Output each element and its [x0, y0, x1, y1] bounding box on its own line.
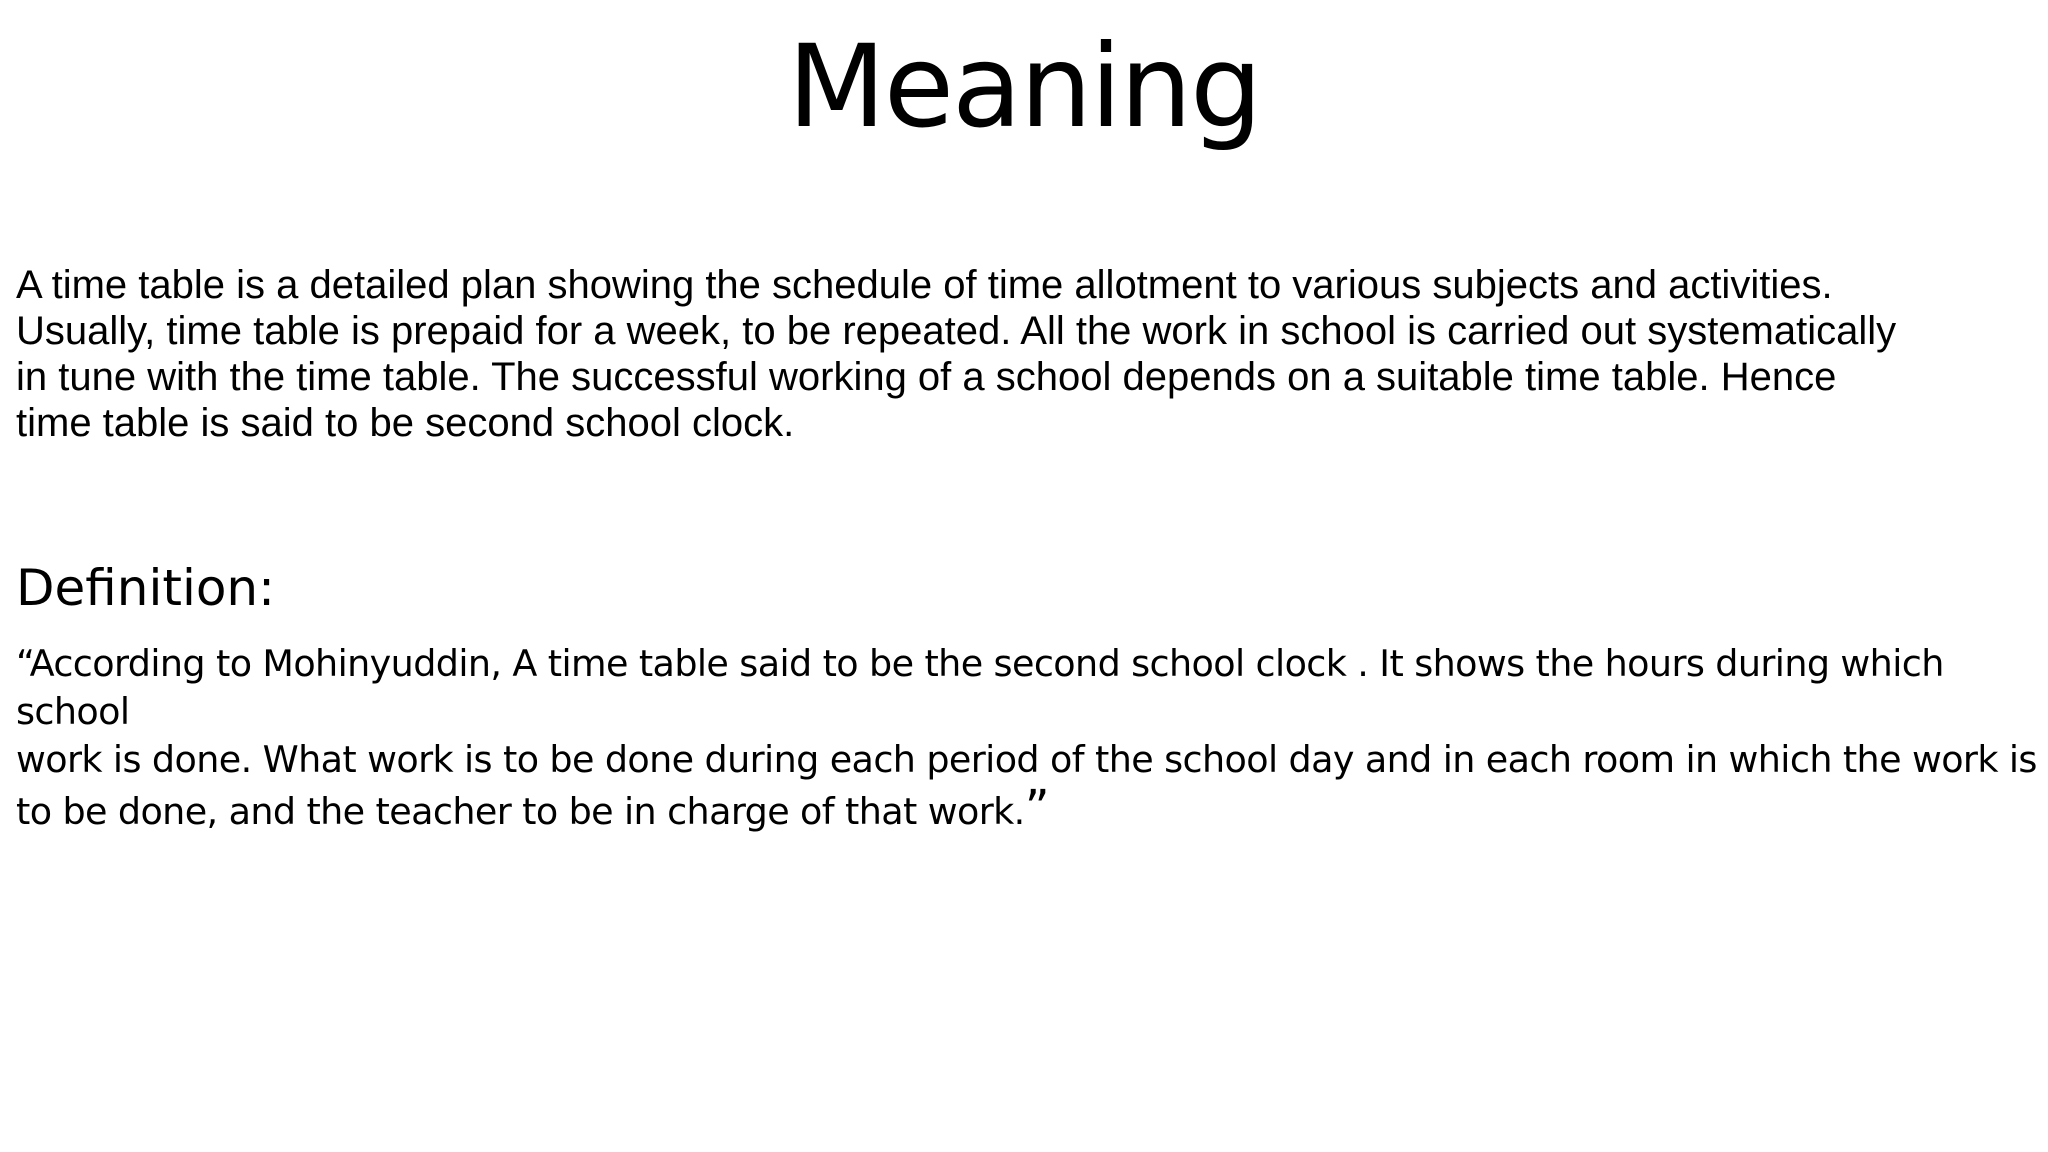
close-quote: ” [1024, 780, 1049, 836]
definition-line: “According to Mohinyuddin, A time table said to be the second school clock . It shows the hours during which school [16, 642, 1944, 733]
meaning-line: time table is said to be second school clock. [16, 401, 795, 445]
definition-paragraph [16, 640, 2040, 836]
meaning-line: Usually, time table is prepaid for a week, to be repeated. All the work in school is carried out systematically [16, 309, 1897, 353]
definition-line: work is done. What work is to be done during each period of the school day and in each room in which the work is [16, 738, 2037, 781]
meaning-paragraph [16, 262, 2036, 446]
definition-line-text: to be done, and the teacher to be in charge of that work. [16, 790, 1025, 833]
slide-title: Meaning [787, 20, 1261, 153]
meaning-line: A time table is a detailed plan showing the schedule of time allotment to various subjects and activities. [16, 263, 1833, 307]
meaning-line: in tune with the time table. The successful working of a school depends on a suitable time table. Hence [16, 355, 1837, 399]
definition-line-last [16, 780, 2040, 836]
definition-heading: Definition: [16, 559, 275, 617]
